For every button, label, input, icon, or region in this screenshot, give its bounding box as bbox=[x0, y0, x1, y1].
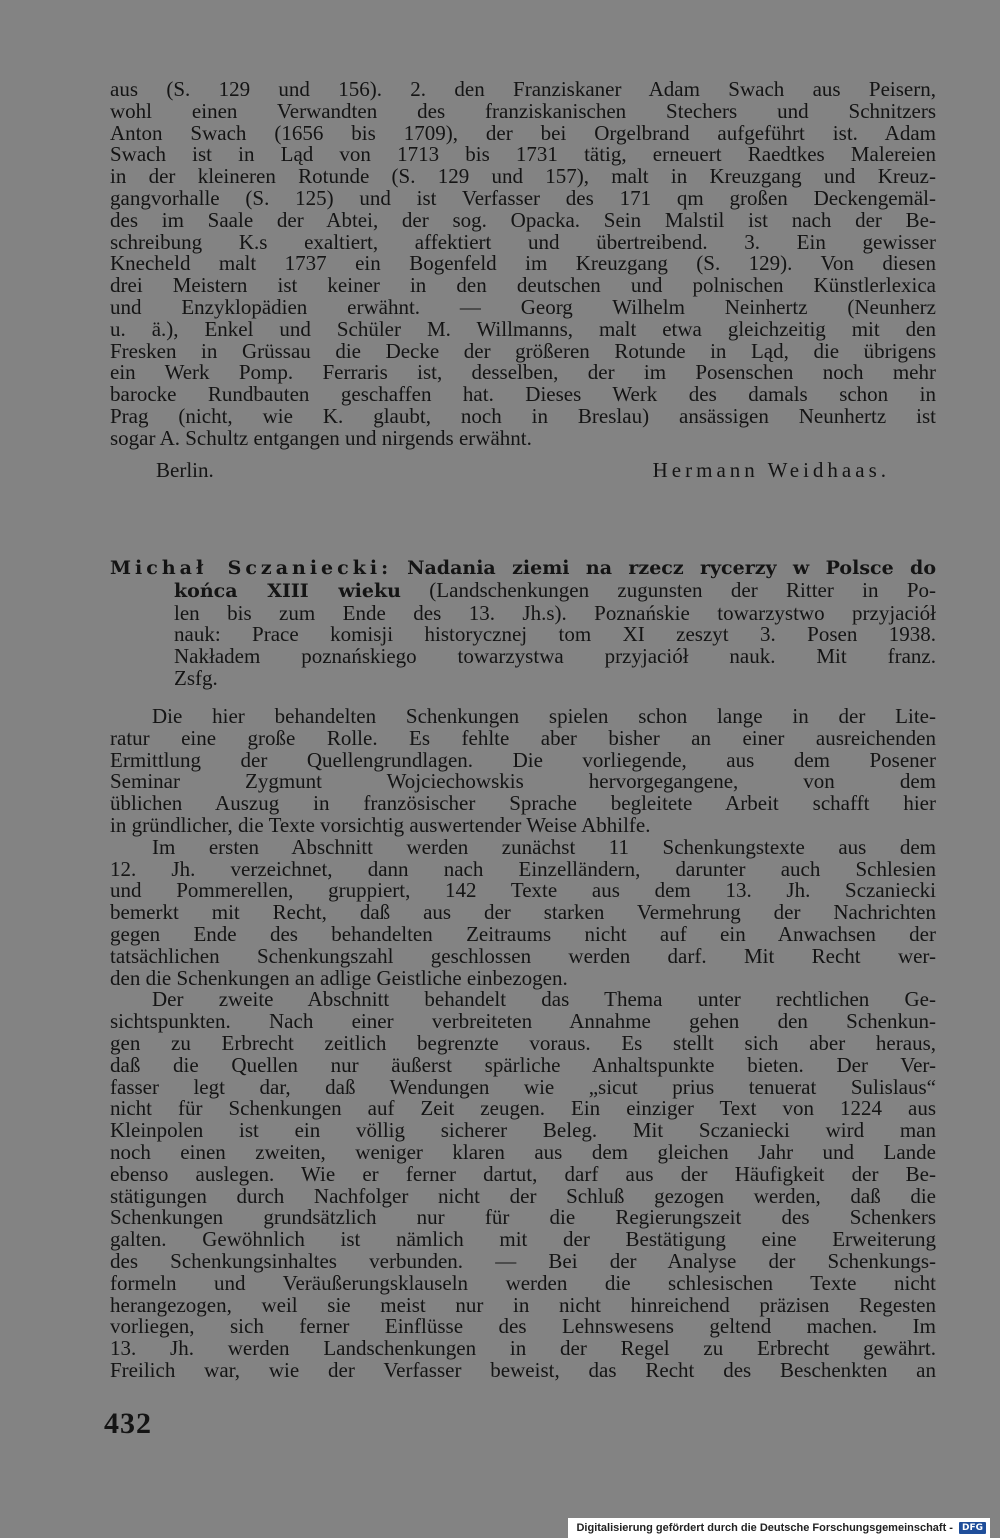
text-line: herangezogen, weil sie meist nur in nicht hinreichend präzisen Regesten bbox=[110, 1292, 936, 1317]
text-line: fasser legt dar, daß Wendungen wie „sicut prius tenuerat Sulislaus“ bbox=[110, 1074, 936, 1099]
top-paragraph bbox=[110, 79, 936, 450]
signature-place: Berlin. bbox=[156, 458, 214, 482]
text-line: gangvorhalle (S. 125) und ist Verfasser des 171 qm großen Deckengemäl- bbox=[110, 185, 936, 210]
text-line: den die Schenkungen an adlige Geistliche einbezogen. bbox=[110, 965, 568, 990]
reference-author: Michał Sczaniecki: bbox=[110, 557, 393, 579]
text-line: Freilich war, wie der Verfasser beweist, das Recht des Beschenkten an bbox=[110, 1357, 936, 1382]
bibliographic-reference bbox=[110, 557, 936, 690]
reference-text: (Landschenkungen zugunsten der Ritter in Po- bbox=[429, 577, 936, 602]
text-line: daß die Quellen nur äußerst spärliche Anhaltspunkte bieten. Der Ver- bbox=[110, 1052, 936, 1077]
text-line: barocke Rundbauten geschaffen hat. Dieses Werk des damals schon in bbox=[110, 382, 936, 407]
reference-line: Zsfg. bbox=[174, 665, 218, 690]
text-line: des im Saale der Abtei, der sog. Opacka. Sein Malstil ist nach der Be- bbox=[110, 207, 936, 232]
text-line: gegen Ende des behandelten Zeitraums nicht auf ein Anwachsen der bbox=[110, 921, 936, 946]
text-line: Die hier behandelten Schenkungen spielen schon lange in der Lite- bbox=[152, 704, 936, 728]
text-line: nicht für Schenkungen auf Zeit zeugen. Ein einziger Text von 1224 aus bbox=[110, 1096, 936, 1121]
text-line: Schenkungen grundsätzlich nur für die Regierungszeit des Schenkers bbox=[110, 1205, 936, 1230]
text-line: üblichen Auszug in französischer Sprache begleitete Arbeit schafft hier bbox=[110, 791, 936, 816]
text-line: formeln und Veräußerungsklauseln werden die schlesischen Texte nicht bbox=[110, 1270, 936, 1295]
text-line: ratur eine große Rolle. Es fehlte aber bisher an einer ausreichenden bbox=[110, 725, 936, 750]
text-line: Kleinpolen ist ein völlig sicherer Beleg. Mit Sczaniecki wird man bbox=[110, 1118, 936, 1143]
text-line: Der zweite Abschnitt behandelt das Thema unter rechtlichen Ge- bbox=[152, 987, 936, 1012]
text-line: in gründlicher, die Texte vorsichtig auswertender Weise Abhilfe. bbox=[110, 812, 651, 837]
text-line: Anton Swach (1656 bis 1709), der bei Orgelbrand aufgeführt ist. Adam bbox=[110, 120, 936, 145]
text-line: 12. Jh. verzeichnet, dann nach Einzelländern, darunter auch Schlesien bbox=[110, 856, 936, 881]
text-line: Im ersten Abschnitt werden zunächst 11 Schenkungstexte aus dem bbox=[152, 834, 936, 859]
dfg-logo-icon: DFG bbox=[959, 1522, 986, 1534]
reference-title-line bbox=[110, 577, 936, 603]
text-line: stätigungen durch Nachfolger nicht der Schluß gezogen werden, daß die bbox=[110, 1183, 936, 1208]
text-line: sichtspunkten. Nach einer verbreiteten Annahme gehen den Schenkun- bbox=[110, 1009, 936, 1034]
review-body bbox=[110, 706, 936, 1382]
text-line: gen zu Erbrecht zeitlich begrenzte voraus. Es stellt sich aber heraus, bbox=[110, 1030, 936, 1055]
text-line: drei Meistern ist keiner in den deutschen und polnischen Künstlerlexica bbox=[110, 273, 936, 298]
footer-credit-text: Digitalisierung gefördert durch die Deutsche Forschungsgemeinschaft - bbox=[576, 1522, 953, 1534]
signature-name: Hermann Weidhaas. bbox=[652, 458, 890, 482]
text-line: und Pommerellen, gruppiert, 142 Texte aus dem 13. Jh. Sczaniecki bbox=[110, 878, 936, 903]
text-line: ein Werk Pomp. Ferraris ist, desselben, der im Posenschen noch mehr bbox=[110, 360, 936, 385]
text-line: des Schenkungsinhaltes verbunden. — Bei der Analyse der Schenkungs- bbox=[110, 1248, 936, 1273]
reference-title: końca XIII wieku bbox=[174, 579, 401, 602]
text-line: Fresken in Grüssau die Decke der größeren Rotunde in Ląd, die übrigens bbox=[110, 338, 936, 363]
text-line: Ermittlung der Quellengrundlagen. Die vorliegende, aus dem Posener bbox=[110, 747, 936, 772]
text-line: sogar A. Schultz entgangen und nirgends erwähnt. bbox=[110, 425, 532, 450]
text-line: ebenso auslegen. Wie er ferner dartut, darf aus der Häufigkeit der Be- bbox=[110, 1161, 936, 1186]
text-line: Seminar Zygmunt Wojciechowskis hervorgegangene, von dem bbox=[110, 769, 936, 794]
reference-title-line bbox=[110, 557, 936, 580]
reference-title: Nadania ziemi na rzecz rycerzy w Polsce do bbox=[407, 557, 937, 579]
text-line: in der kleineren Rotunde (S. 129 und 157), malt in Kreuzgang und Kreuz- bbox=[110, 164, 936, 189]
text-line: tatsächlichen Schenkungszahl geschlossen werden darf. Mit Recht wer- bbox=[110, 943, 936, 968]
digitization-footer bbox=[568, 1518, 990, 1538]
text-line: schreibung K.s exaltiert, affektiert und übertreibend. 3. Ein gewisser bbox=[110, 229, 936, 254]
reference-line: len bis zum Ende des 13. Jh.s). Poznańskie towarzystwo przyjaciół bbox=[174, 600, 936, 625]
text-line: u. ä.), Enkel und Schüler M. Willmanns, malt etwa gleichzeitig mit den bbox=[110, 316, 936, 341]
text-line: und Enzyklopädien erwähnt. — Georg Wilhelm Neinhertz (Neunherz bbox=[110, 294, 936, 319]
reference-line: nauk: Prace komisji historycznej tom XI zeszyt 3. Posen 1938. bbox=[174, 622, 936, 647]
text-line: galten. Gewöhnlich ist nämlich mit der Bestätigung eine Erweiterung bbox=[110, 1227, 936, 1252]
text-line: Prag (nicht, wie K. glaubt, noch in Breslau) ansässigen Neunhertz ist bbox=[110, 403, 936, 428]
text-line: wohl einen Verwandten des franziskanischen Stechers und Schnitzers bbox=[110, 98, 936, 123]
text-line: vorliegen, sich ferner Einflüsse des Lehnswesens geltend machen. Im bbox=[110, 1314, 936, 1339]
text-line: aus (S. 129 und 156). 2. den Franziskaner Adam Swach aus Peisern, bbox=[110, 77, 936, 101]
page-number: 432 bbox=[104, 1407, 152, 1440]
text-line: noch einen zweiten, weniger klaren aus dem gleichen Jahr und Lande bbox=[110, 1139, 936, 1164]
reference-line: Nakładem poznańskiego towarzystwa przyjaciół nauk. Mit franz. bbox=[174, 644, 936, 669]
text-line: 13. Jh. werden Landschenkungen in der Regel zu Erbrecht gewährt. bbox=[110, 1336, 936, 1361]
text-line: Knecheld malt 1737 ein Bogenfeld im Kreuzgang (S. 129). Von diesen bbox=[110, 251, 936, 276]
text-line: Swach ist in Ląd von 1713 bis 1731 tätig, erneuert Raedtkes Malereien bbox=[110, 142, 936, 167]
text-line: bemerkt mit Recht, daß aus der starken Vermehrung der Nachrichten bbox=[110, 900, 936, 925]
